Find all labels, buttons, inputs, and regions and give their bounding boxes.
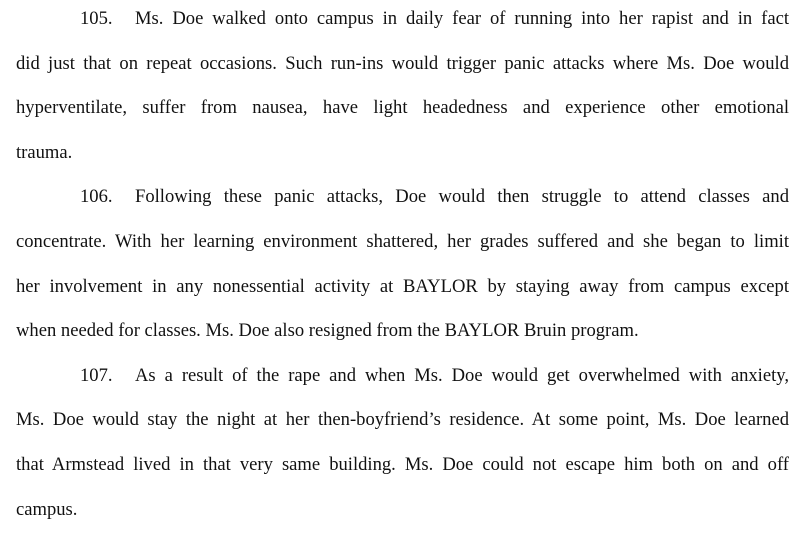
paragraph-line: hyperventilate, suffer from nausea, have light headedness and experience other emotional xyxy=(16,97,789,119)
paragraph-107 xyxy=(16,354,789,532)
document-page xyxy=(16,0,789,541)
paragraph-line: her involvement in any nonessential activity at BAYLOR by staying away from campus except xyxy=(16,275,789,297)
paragraph-line: campus. xyxy=(16,498,78,520)
paragraph-line: Ms. Doe would stay the night at her then-boyfriend’s residence. At some point, Ms. Doe learned xyxy=(16,409,789,431)
paragraph-line: concentrate. With her learning environment shattered, her grades suffered and she began to limit xyxy=(16,230,789,252)
paragraph-line: did just that on repeat occasions. Such run-ins would trigger panic attacks where Ms. Doe would xyxy=(16,52,789,74)
paragraph-line xyxy=(16,354,789,399)
paragraph-text: As a result of the rape and when Ms. Doe would get overwhelmed with anxiety, xyxy=(135,364,789,386)
paragraph-line: when needed for classes. Ms. Doe also resigned from the BAYLOR Bruin program. xyxy=(16,320,639,342)
paragraph-line: trauma. xyxy=(16,141,73,163)
paragraph-number: 106. xyxy=(80,186,113,208)
paragraph-line xyxy=(16,0,789,42)
paragraph-text: Following these panic attacks, Doe would then struggle to attend classes and xyxy=(135,186,789,208)
paragraph-text: Ms. Doe walked onto campus in daily fear of running into her rapist and in fact xyxy=(135,8,789,29)
paragraph-line xyxy=(16,175,789,220)
paragraph-line: that Armstead lived in that very same building. Ms. Doe could not escape him both on and off xyxy=(16,453,789,475)
paragraph-number: 107. xyxy=(80,364,113,386)
paragraph-106 xyxy=(16,175,789,353)
paragraph-105 xyxy=(16,0,789,175)
paragraph-number: 105. xyxy=(80,8,113,29)
